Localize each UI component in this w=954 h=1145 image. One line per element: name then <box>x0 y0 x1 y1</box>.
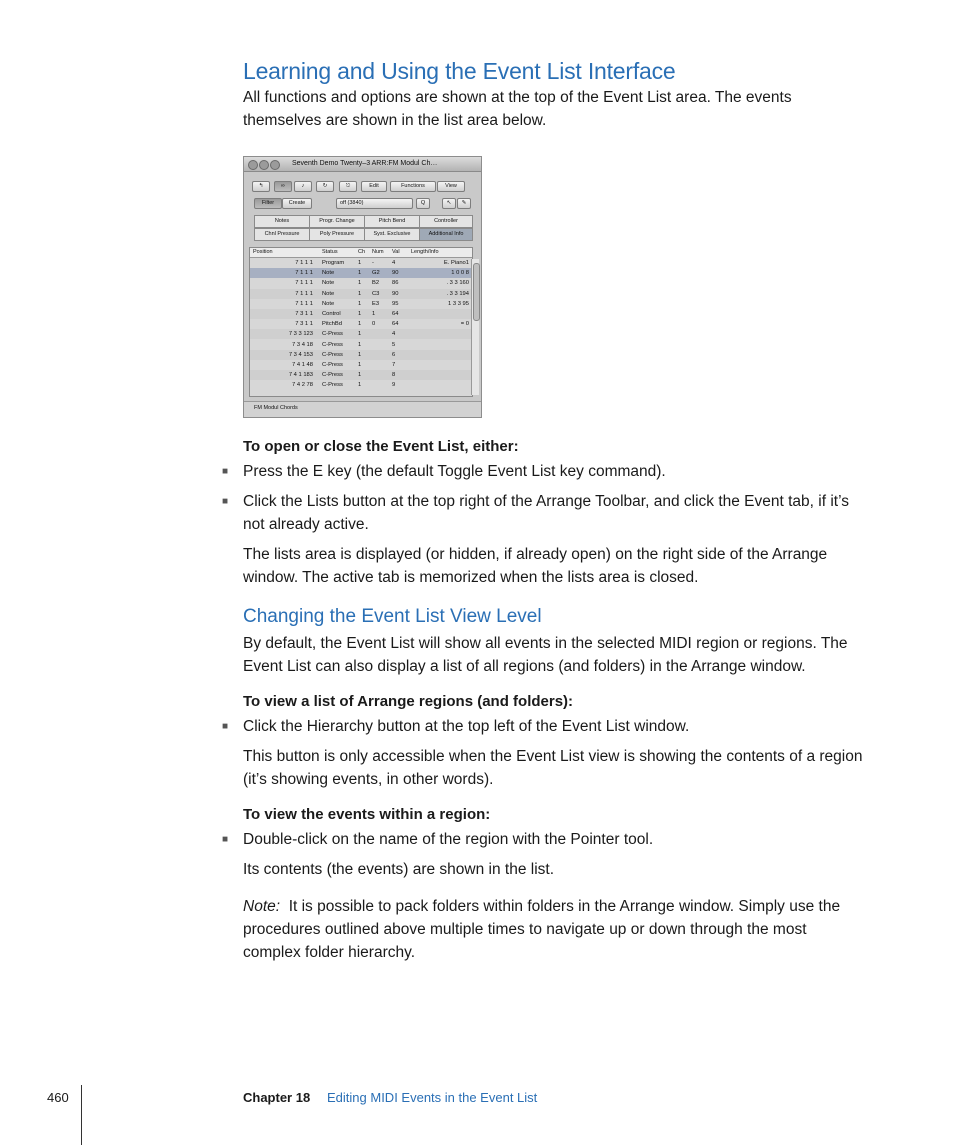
table-row <box>250 340 472 350</box>
table-cell: 1 <box>358 341 362 348</box>
view-regions-heading: To view a list of Arrange regions (and folders): <box>243 693 574 710</box>
list-scrollbar <box>471 259 479 395</box>
tab-notes: Notes <box>254 215 310 228</box>
col-val: Val <box>392 249 400 255</box>
table-cell: 8 <box>392 372 396 379</box>
table-row <box>250 380 472 390</box>
chapter-label: Chapter 18 <box>243 1090 311 1105</box>
bullet-lists-button: Click the Lists button at the top right of the Arrange Toolbar, and click the Event tab, if it’s not already active. <box>243 493 849 533</box>
table-cell: Note <box>322 280 335 287</box>
table-cell: C-Press <box>322 372 343 379</box>
hierarchy-icon: ↰ <box>252 181 270 192</box>
table-cell: 1 <box>358 270 362 277</box>
bullet-press-e: Press the E key (the default Toggle Event List key command). <box>243 463 666 480</box>
note-paragraph <box>243 895 858 964</box>
table-row <box>250 370 472 380</box>
col-status: Status <box>322 249 338 255</box>
table-cell: 7 3 1 1 <box>295 311 313 317</box>
table-cell: 90 <box>392 270 399 277</box>
table-cell: C3 <box>372 290 380 297</box>
table-row <box>250 299 472 309</box>
table-cell: 7 1 1 1 <box>295 270 313 277</box>
tab-poly-pressure: Poly Pressure <box>309 228 365 241</box>
table-cell: 1 <box>372 311 376 317</box>
table-cell: C-Press <box>322 382 343 389</box>
q-button: Q <box>416 198 430 209</box>
table-cell: Program <box>322 260 345 266</box>
chapter-title: Editing MIDI Events in the Event List <box>327 1090 538 1105</box>
bullet-marker: ■ <box>222 721 229 732</box>
table-cell: 7 1 1 1 <box>295 300 313 307</box>
table-cell: 1 3 3 95 <box>448 300 469 307</box>
tab-pitch-bend: Pitch Bend <box>364 215 420 228</box>
table-row <box>250 278 472 288</box>
zoom-icon <box>270 160 280 170</box>
tab-program-change: Progr. Change <box>309 215 365 228</box>
table-cell: 1 <box>358 372 362 379</box>
lists-area-paragraph: The lists area is displayed (or hidden, if already open) on the right side of the Arrange window. The active tab is memorized when the lists area is closed. <box>243 546 828 586</box>
catch-icon: ⎋ <box>339 181 357 192</box>
section-subheading: Changing the Event List View Level <box>243 606 542 627</box>
table-cell: 1 <box>358 331 362 338</box>
tab-system-exclusive: Syst. Exclusive <box>364 228 420 241</box>
table-cell: C-Press <box>322 331 343 338</box>
table-cell: 1 <box>358 260 362 266</box>
bullet-marker: ■ <box>222 466 229 477</box>
open-close-heading: To open or close the Event List, either: <box>243 438 519 455</box>
filter-button: Filter <box>254 198 282 209</box>
bullet-hierarchy: Click the Hierarchy button at the top left of the Event List window. <box>243 718 690 735</box>
table-cell: . 3 3 160 <box>446 280 469 287</box>
table-cell: 1 <box>358 321 362 328</box>
view-level-paragraph: By default, the Event List will show all events in the selected MIDI region or regions. The Event List can also display a list of all regions (and folders) in the Arrange window. <box>243 635 848 675</box>
quantize-select: off (3840) <box>336 198 413 209</box>
table-cell: 1 <box>358 362 362 368</box>
table-row <box>250 350 472 360</box>
pointer-tool-icon: ↖ <box>442 198 456 209</box>
col-position: Position <box>253 249 273 255</box>
table-cell: 9 <box>392 382 396 389</box>
note-label: Note: <box>243 898 281 915</box>
table-cell: 7 1 1 1 <box>295 260 313 266</box>
table-cell: 7 1 1 1 <box>295 280 313 287</box>
table-cell: 6 <box>392 351 396 358</box>
table-cell: C-Press <box>322 341 343 348</box>
event-list <box>249 247 473 397</box>
table-cell: G2 <box>372 270 380 277</box>
table-cell: Note <box>322 290 335 297</box>
table-cell: 1 <box>358 382 362 389</box>
table-cell: 64 <box>392 311 399 317</box>
bullet-marker: ■ <box>222 496 229 507</box>
link-icon: ∞ <box>274 181 292 192</box>
table-cell: 4 <box>392 331 396 338</box>
table-cell: 7 1 1 1 <box>295 290 313 297</box>
functions-menu: Functions <box>390 181 436 192</box>
table-cell: = 0 <box>460 321 469 328</box>
table-cell: Note <box>322 270 335 277</box>
table-row <box>250 329 472 339</box>
table-cell: 1 <box>358 311 362 317</box>
table-cell: Note <box>322 300 335 307</box>
close-icon <box>248 160 258 170</box>
create-button: Create <box>282 198 312 209</box>
table-cell: 5 <box>392 341 396 348</box>
bullet-double-click: Double-click on the name of the region with the Pointer tool. <box>243 831 654 848</box>
midi-out-icon: ♪ <box>294 181 312 192</box>
table-cell: 1 <box>358 280 362 287</box>
table-cell: 90 <box>392 290 399 297</box>
table-row <box>250 258 472 268</box>
table-cell: 64 <box>392 321 399 328</box>
table-cell: 4 <box>392 260 396 266</box>
event-list-screenshot <box>243 156 482 418</box>
table-cell: 7 <box>392 362 396 368</box>
window-titlebar <box>244 157 481 172</box>
view-events-heading: To view the events within a region: <box>243 806 491 823</box>
table-cell: 1 <box>358 290 362 297</box>
table-cell: PitchBd <box>322 321 342 328</box>
table-row <box>250 309 472 319</box>
table-cell: 7 3 4 153 <box>288 351 313 358</box>
table-cell: 7 3 1 1 <box>295 321 313 328</box>
table-cell: E3 <box>372 300 380 307</box>
table-cell: B2 <box>372 280 380 287</box>
bullet-marker: ■ <box>222 834 229 845</box>
page-number: 460 <box>47 1090 69 1105</box>
table-cell: 7 4 1 48 <box>292 362 313 368</box>
col-length-info: Length/Info <box>411 249 439 255</box>
table-cell: 7 3 4 18 <box>292 341 313 348</box>
note-text: It is possible to pack folders within folders in the Arrange window. Simply use the procedures outlined above multiple times to navigate up or down through the most complex folder hierarchy. <box>243 898 841 961</box>
tab-controller: Controller <box>419 215 473 228</box>
table-cell: Control <box>322 311 341 317</box>
table-row <box>250 289 472 299</box>
footer-divider <box>81 1085 82 1145</box>
table-cell: 1 <box>358 351 362 358</box>
tab-additional-info: Additional Info <box>419 228 473 241</box>
scroll-thumb <box>473 263 480 321</box>
table-cell: 0 <box>372 321 376 328</box>
contents-paragraph: Its contents (the events) are shown in the list. <box>243 861 555 878</box>
tab-channel-pressure: Chnl Pressure <box>254 228 310 241</box>
region-name-bar <box>244 401 481 418</box>
table-cell: 7 3 3 123 <box>288 331 313 338</box>
table-row <box>250 319 472 329</box>
table-row <box>250 268 472 278</box>
table-cell: C-Press <box>322 351 343 358</box>
table-cell: 7 4 1 183 <box>288 372 313 379</box>
table-cell: . 3 3 194 <box>446 290 469 297</box>
table-cell: 86 <box>392 280 399 287</box>
intro-paragraph: All functions and options are shown at the top of the Event List area. The events themselves are shown in the list area below. <box>243 89 792 129</box>
table-cell: 7 4 2 78 <box>292 382 313 389</box>
window-title: Seventh Demo Twenty–3 ARR:FM Modul Ch… <box>292 160 438 167</box>
region-name: FM Modul Chords <box>254 405 298 411</box>
table-row <box>250 360 472 370</box>
table-cell: 1 <box>358 300 362 307</box>
col-channel: Ch <box>358 249 366 255</box>
table-cell: C-Press <box>322 362 343 368</box>
table-cell: 95 <box>392 300 399 307</box>
table-cell: E. Piano1 <box>443 260 469 266</box>
pencil-tool-icon: ✎ <box>457 198 471 209</box>
page-heading: Learning and Using the Event List Interface <box>243 58 676 84</box>
loop-icon: ↻ <box>316 181 334 192</box>
table-cell: - <box>372 260 374 266</box>
view-menu: View <box>437 181 465 192</box>
edit-menu: Edit <box>361 181 387 192</box>
hierarchy-paragraph: This button is only accessible when the Event List view is showing the contents of a region (it’s showing events, in other words). <box>243 748 863 788</box>
col-num: Num <box>372 249 384 255</box>
table-cell: 1 0 0 8 <box>451 270 469 277</box>
list-header <box>250 248 472 258</box>
minimize-icon <box>259 160 269 170</box>
